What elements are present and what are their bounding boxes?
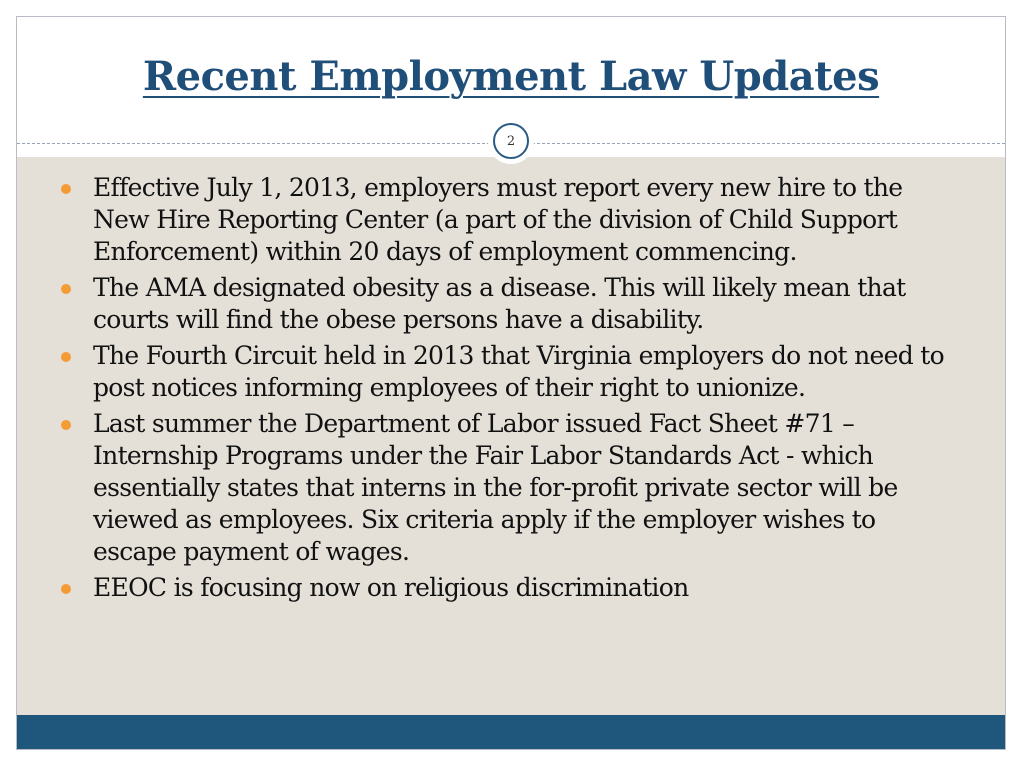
slide-title: Recent Employment Law Updates xyxy=(142,53,880,100)
footer-bar xyxy=(17,715,1005,749)
bullet-item xyxy=(61,172,961,268)
circle-bullet-icon xyxy=(61,584,71,594)
bullet-text: The AMA designated obesity as a disease. This will likely mean that courts will find the obese persons have a disability. xyxy=(93,273,906,334)
page-number: 2 xyxy=(493,123,529,159)
circle-bullet-icon xyxy=(61,352,71,362)
bullet-text: The Fourth Circuit held in 2013 that Virginia employers do not need to post notices informing employees of their right to unionize. xyxy=(93,341,944,402)
bullet-item xyxy=(61,408,961,568)
bullet-item xyxy=(61,340,961,404)
bullet-text: Effective July 1, 2013, employers must report every new hire to the New Hire Reporting Center (a part of the division of Child Support Enforcement) within 20 days of employment commencing. xyxy=(93,173,903,266)
bullet-item xyxy=(61,572,961,604)
bullet-item xyxy=(61,272,961,336)
bullet-list xyxy=(61,172,961,608)
circle-bullet-icon xyxy=(61,184,71,194)
slide xyxy=(16,16,1006,750)
circle-bullet-icon xyxy=(61,420,71,430)
page-number-badge xyxy=(488,118,534,164)
bullet-text: EEOC is focusing now on religious discrimination xyxy=(93,573,689,602)
bullet-text: Last summer the Department of Labor issued Fact Sheet #71 – Internship Programs under the Fair Labor Standards Act - which essentially states that interns in the for-profit private sector will be viewed as employees. Six criteria apply if the employer wishes to escape payment of wages. xyxy=(93,409,898,566)
circle-bullet-icon xyxy=(61,284,71,294)
